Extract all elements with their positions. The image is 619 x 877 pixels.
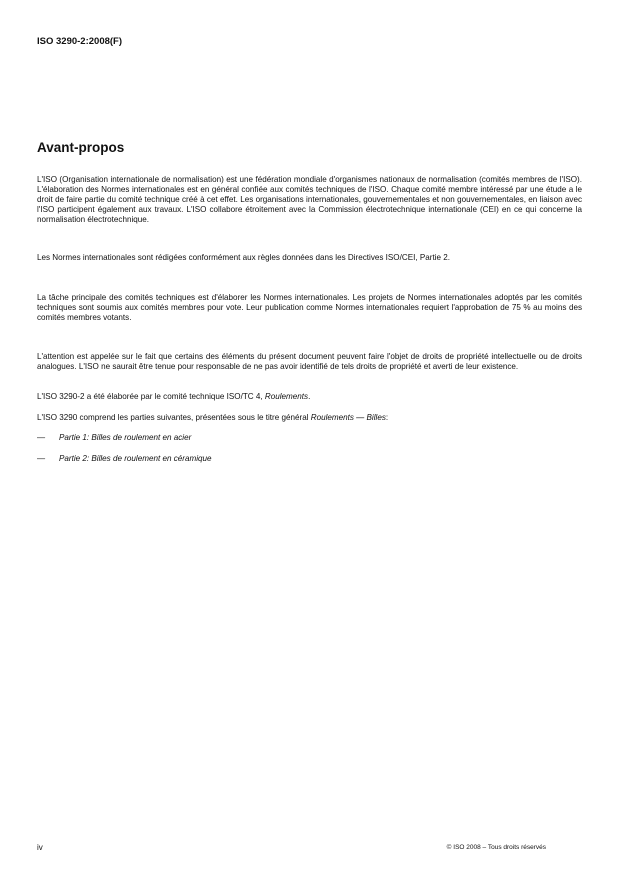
committee-text: L'ISO 3290-2 a été élaborée par le comité technique ISO/TC 4, <box>37 392 265 401</box>
document-id: ISO 3290-2:2008(F) <box>37 36 123 47</box>
list-item-text: Partie 1: Billes de roulement en acier <box>59 433 192 442</box>
parts-intro-italic: Roulements — Billes <box>310 413 386 422</box>
paragraph-directives: Les Normes internationales sont rédigées conformément aux règles données dans les Directives ISO/CEI, Partie 2. <box>37 253 450 262</box>
parts-intro-end: : <box>385 413 389 422</box>
page-number: iv <box>37 843 43 852</box>
committee-italic: Roulements <box>264 392 309 401</box>
list-dash: — <box>37 454 46 463</box>
paragraph-patent-rights: L'attention est appelée sur le fait que certains des éléments du présent document peuvent faire l'objet de droits de propriété intellectuelle ou de droits analogues. L'ISO ne saurait être tenue pour responsable de ne pas avoir identifié de tels droits de propriété et averti de leur existence. <box>37 352 582 371</box>
list-item <box>37 433 582 443</box>
parts-intro-text: L'ISO 3290 comprend les parties suivantes, présentées sous le titre général <box>37 413 311 422</box>
copyright: © ISO 2008 – Tous droits réservés <box>446 844 546 851</box>
paragraph-technical-committees: La tâche principale des comités techniques est d'élaborer les Normes internationales. Les projets de Normes internationales adoptés par les comités techniques sont soumis aux comités membres pour vote. Leur publication comme Normes internationales requiert l'approbation de 75 % au moins des comités membres votants. <box>37 293 582 322</box>
paragraph-committee <box>37 392 582 402</box>
paragraph-parts-intro <box>37 413 582 423</box>
paragraph-iso-intro: L'ISO (Organisation internationale de normalisation) est une fédération mondiale d'organismes nationaux de normalisation (comités membres de l'ISO). L'élaboration des Normes internationales est en général confiée aux comités techniques de l'ISO. Chaque comité membre intéressé par une étude a le droit de faire partie du comité technique créé à cet effet. Les organisations internationales, gouvernementales et non gouvernementales, en liaison avec l'ISO participent également aux travaux. L'ISO collabore étroitement avec la Commission électrotechnique internationale (CEI) en ce qui concerne la normalisation électrotechnique. <box>37 175 582 224</box>
list-item-text: Partie 2: Billes de roulement en céramique <box>59 454 212 463</box>
list-dash: — <box>37 433 46 442</box>
committee-end: . <box>308 392 311 401</box>
list-item <box>37 454 582 464</box>
section-title: Avant-propos <box>37 140 125 155</box>
